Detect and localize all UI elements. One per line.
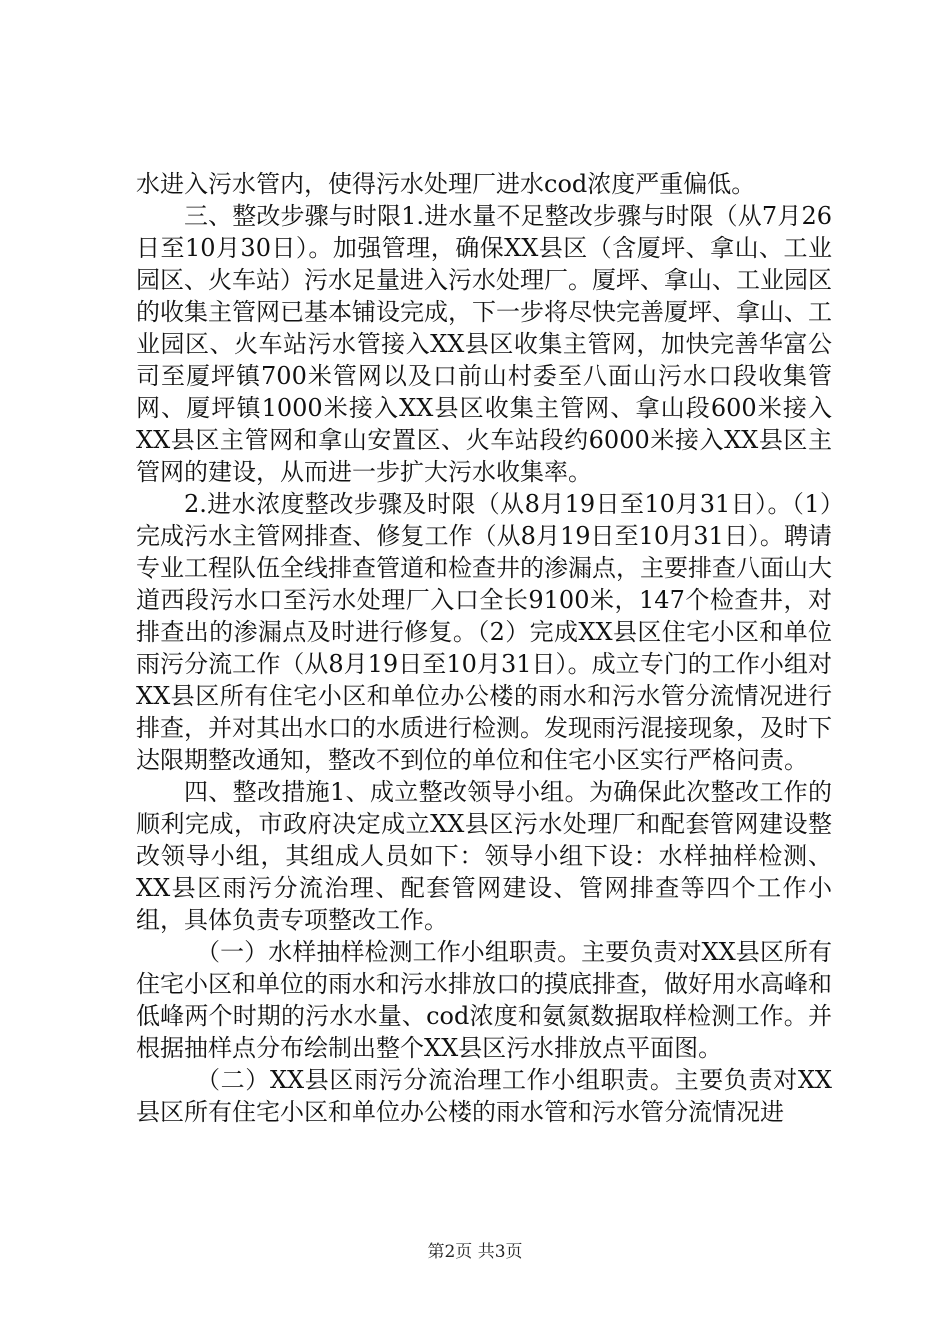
- paragraph-continuation: 水进入污水管内，使得污水处理厂进水cod浓度严重偏低。: [136, 170, 756, 198]
- paragraph-rectification-steps: 三、整改步骤与时限1.进水量不足整改步骤与时限（从7月26日至10月30日）。加强管理，确保XX县区（含厦坪、拿山、工业园区、火车站）污水足量进入污水处理厂。厦坪、拿山、工业园区的收集主管网已基本铺设完成，下一步将尽快完善厦坪、拿山、工业园区、火车站污水管接入XX县区收集主管网，加快完善华富公司至厦坪镇700米管网以及口前山村委至八面山污水口段收集管网、厦坪镇1000米接入XX县区收集主管网、拿山段600米接入XX县区主管网和拿山安置区、火车站段约6000米接入XX县区主管网的建设，从而进一步扩大污水收集率。: [136, 202, 832, 486]
- document-body: [136, 168, 832, 1128]
- paragraph-sampling-group: （一）水样抽样检测工作小组职责。主要负责对XX县区所有住宅小区和单位的雨水和污水排放口的摸底排查，做好用水高峰和低峰两个时期的污水水量、cod浓度和氨氮数据取样检测工作。并根据抽样点分布绘制出整个XX县区污水排放点平面图。: [136, 938, 832, 1062]
- paragraph-rain-sewage-group: （二）XX县区雨污分流治理工作小组职责。主要负责对XX县区所有住宅小区和单位办公楼的雨水管和污水管分流情况进: [136, 1066, 832, 1126]
- paragraph-inflow-concentration: 2.进水浓度整改步骤及时限（从8月19日至10月31日）。（1）完成污水主管网排查、修复工作（从8月19日至10月31日）。聘请专业工程队伍全线排查管道和检查井的渗漏点，主要排查八面山大道西段污水口至污水处理厂入口全长9100米，147个检查井，对排查出的渗漏点及时进行修复。（2）完成XX县区住宅小区和单位雨污分流工作（从8月19日至10月31日）。成立专门的工作小组对XX县区所有住宅小区和单位办公楼的雨水和污水管分流情况进行排查，并对其出水口的水质进行检测。发现雨污混接现象，及时下达限期整改通知，整改不到位的单位和住宅小区实行严格问责。: [136, 490, 832, 774]
- page-footer: 第2页 共3页: [427, 1242, 523, 1262]
- paragraph-rectification-measures: 四、整改措施1、成立整改领导小组。为确保此次整改工作的顺利完成，市政府决定成立XX县区污水处理厂和配套管网建设整改领导小组，其组成人员如下：领导小组下设：水样抽样检测、XX县区雨污分流治理、配套管网建设、管网排查等四个工作小组，具体负责专项整改工作。: [136, 778, 832, 934]
